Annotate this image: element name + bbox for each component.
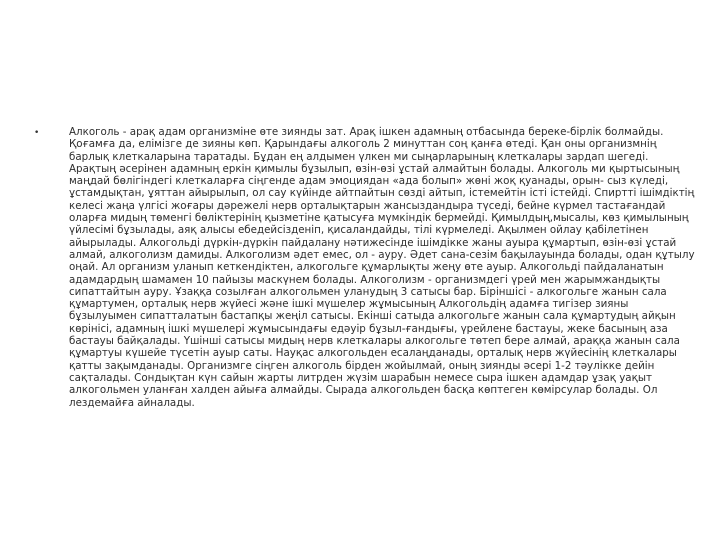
bullet-point: • [34, 128, 40, 138]
paragraph-text: Алкоголь - арақ адам организміне өте зиянды зат. Арақ ішкен адамның отбасында береке-бірлік болмайды. Қоғамға да, елімізге де зияны көп. Қарындағы алкоголь 2 минуттан соң қанға өтеді. Қан оны организмнің барлық клеткаларына таратады. Бұдан ең алдымен үлкен ми сыңарларының клеткалары зардап шегеді. Арақтың әсерінен адамның еркін қимылы бұзылып, өзін-өзі ұстай алмайтын болады. Алкоголь ми қыртысының маңдай бөлігіндегі клеткаларға сіңгенде адам эмоциядан «ада болып» жөні жоқ қуанады, орын- сыз күледі, ұстамдықтан, ұяттан айырылып, ол сау күйінде айтпайтын сөзді айтып, істемейтін істі істейді. Спиртті ішімдіктің келесі жаңа үлгісі жоғары дәрежелі нерв орталықтарын жансыздандыра түседі, бейне күрмел тастағандай оларға мидың төменгі бөліктерінің қызметіне қатысуға мүмкіндік бермейді. Қимылдың,мысалы, көз қимылының үйлесімі бұзылады, аяқ алысы ебедейсізденіп, қисаландайды, тілі күрмеледі. Ақылмен ойлау қабілетінен айырылады. Алкогольді дүркін-дүркін пайдалану нәтижесінде ішімдікке жаны ауыра құмартып, өзін-өзі ұстай алмай, алкоголизм дамиды. Алкоголизм әдет емес, ол - ауру. Әдет сана-сезім бақылауында болады, одан құтылу оңай. Ал организм уланып кеткендіктен, алкогольге құмарлықты жеңу өте ауыр. Алкогольді пайдаланатын адамдардың шамамен 10 пайызы маскүнем болады. Алкоголизм - организмдегі үрей мен жарымжандықты сипаттайтын ауру. Ұзаққа созылған алкогольмен уланудың 3 сатысы бар. Біріншісі - алкогольге жанын сала құмартумен, орталық нерв жүйесі және ішкі мүшелер жұмысының Алкогольдің адамға тигізер зияны бұзылуымен сипатталатын бастапқы жеңіл сатысы. Екінші сатыда алкогольге жанын сала құмартудың айқын көрінісі, адамның ішкі мүшелері жұмысындағы едәуір бұзыл-ғандығы, үрейлене бастауы, жеке басының аза бастауы байқалады. Үшінші сатысы мидың нерв клеткалары алкогольге төтеп бере алмай, араққа жанын сала құмартуы күшейе түсетін ауыр саты. Науқас алкогольден есалаңданады, орталық нерв жүйесінің клеткалары қатты зақымданады. Организмге сіңген алкоголь бірден жойылмай, оның зиянды әсері 1-2 тәулікке дейін сақталады. Сондықтан күн сайын жарты литрден жүзім шарабын немесе сыра ішкен адамдар ұзақ уақыт алкогольмен уланған халден айыға алмайды. Сырада алкогольден басқа көптеген көмірсулар болады. Ол лездемайға айналады. [69, 126, 695, 409]
